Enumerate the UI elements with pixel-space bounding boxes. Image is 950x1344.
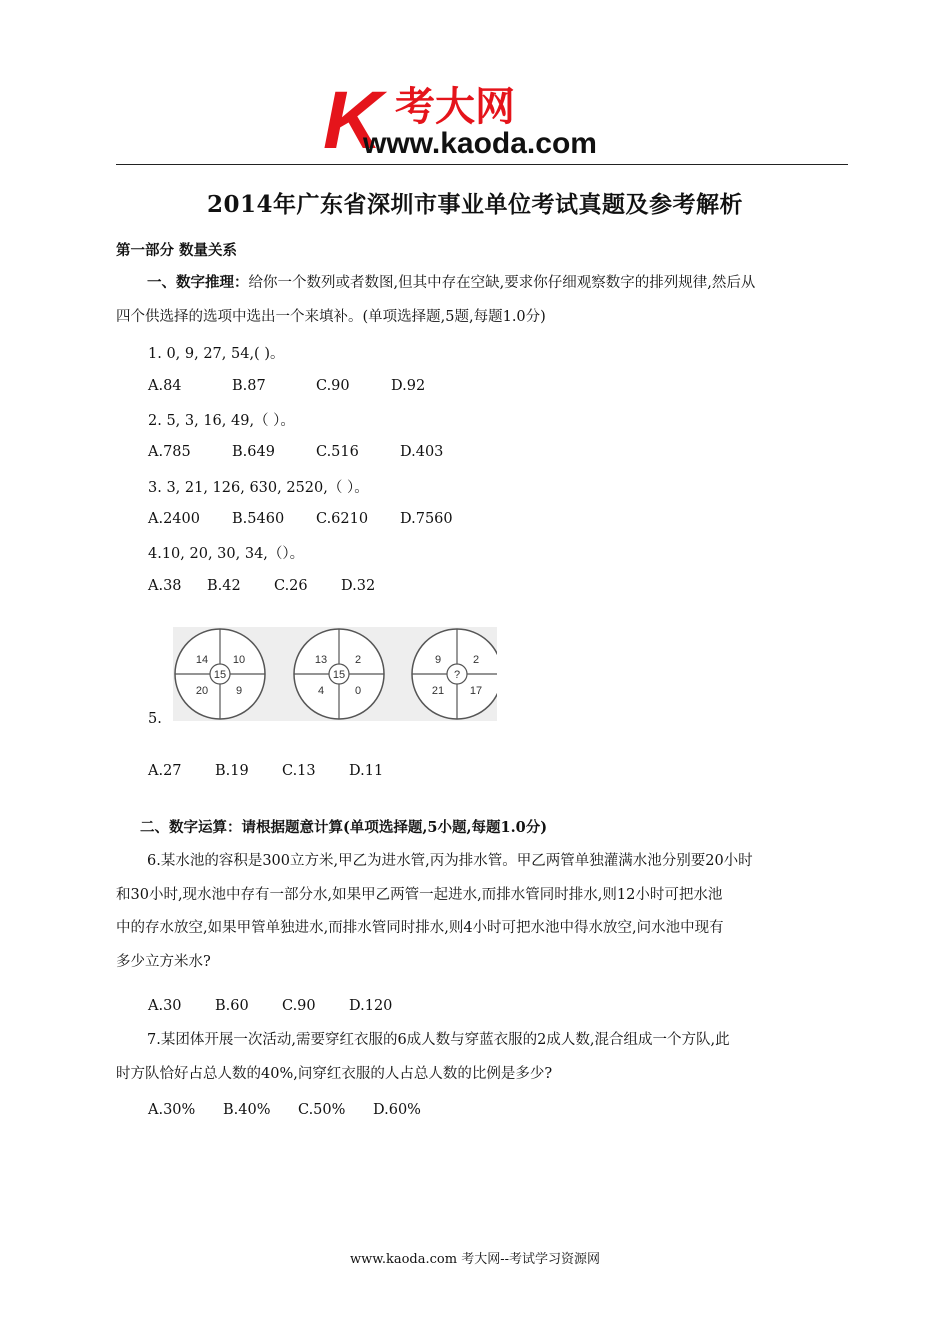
part-heading: 第一部分 数量关系 (116, 242, 238, 259)
question-3: 3. 3, 21, 126, 630, 2520,（ ）。 (148, 480, 369, 496)
header-divider (116, 164, 848, 165)
circle-2-top-left: 13 (314, 654, 328, 666)
option: A.30% (148, 1102, 196, 1118)
option: B.5460 (232, 511, 285, 527)
circle-3-center: ? (453, 669, 461, 681)
question-3-options (148, 511, 453, 527)
question-7-line: 时方队恰好占总人数的40%,问穿红衣服的人占总人数的比例是多少? (116, 1065, 553, 1082)
section1-text-2: 四个供选择的选项中选出一个来填补。(单项选择题,5题,每题1.0分) (116, 308, 546, 325)
question-2: 2. 5, 3, 16, 49,（ ）。 (148, 413, 295, 429)
question-6-line: 中的存水放空,如果甲管单独进水,而排水管同时排水,则4小时可把水池中得水放空,问水池中现有 (116, 920, 724, 936)
circle-1-top-left: 14 (195, 654, 209, 666)
option: C.26 (274, 578, 308, 594)
question-6-options (148, 998, 392, 1014)
logo-url: www.kaoda.com (363, 127, 597, 158)
option: D.60% (373, 1102, 421, 1118)
number-circles-figure (173, 627, 497, 721)
option: B.87 (232, 378, 266, 394)
question-5-options (148, 763, 383, 779)
section1-text-1: 给你一个数列或者数图,但其中存在空缺,要求你仔细观察数字的排列规律,然后从 (248, 275, 756, 291)
circle-3-bottom-right: 17 (469, 685, 483, 697)
logo-chinese: 考大网 (395, 84, 515, 130)
option: D.92 (391, 378, 426, 394)
circle-2-bottom-right: 0 (354, 685, 362, 697)
circle-2-top-right: 2 (354, 654, 362, 666)
question-4-options (148, 578, 375, 594)
option: D.403 (400, 444, 444, 460)
logo-letter: K (323, 80, 383, 158)
option: A.30 (148, 998, 182, 1014)
circle-2-center: 15 (332, 669, 346, 681)
question-6-line: 多少立方米水? (116, 953, 211, 970)
option: B.19 (215, 763, 249, 779)
question-6-line: 6.某水池的容积是300立方米,甲乙为进水管,丙为排水管。甲乙两管单独灌满水池分别要20小时 (147, 853, 753, 869)
circle-3 (412, 629, 497, 719)
option: C.90 (316, 378, 350, 394)
question-7-line: 7.某团体开展一次活动,需要穿红衣服的6成人数与穿蓝衣服的2成人数,混合组成一个方队,此 (147, 1032, 730, 1048)
option: B.40% (223, 1102, 271, 1118)
page-footer: www.kaoda.com 考大网--考试学习资源网 (350, 1252, 600, 1267)
option: C.13 (282, 763, 316, 779)
option: C.6210 (316, 511, 369, 527)
option: A.38 (148, 578, 182, 594)
option: C.50% (298, 1102, 346, 1118)
question-1-options (148, 378, 425, 394)
option: D.32 (341, 578, 376, 594)
section2-heading: 二、数字运算：请根据题意计算(单项选择题,5小题,每题1.0分) (140, 819, 548, 836)
circle-1-bottom-left: 20 (195, 685, 209, 697)
option: A.27 (148, 763, 182, 779)
section1-heading: 一、数字推理： (147, 274, 249, 291)
question-1: 1. 0, 9, 27, 54,( )。 (148, 346, 285, 362)
section1-intro (116, 266, 848, 334)
circle-1-top-right: 10 (232, 654, 246, 666)
question-5: 5. (148, 711, 162, 727)
option: D.11 (349, 763, 384, 779)
circle-1-bottom-right: 9 (235, 685, 243, 697)
question-4: 4.10, 20, 30, 34,（）。 (148, 546, 305, 562)
option: B.42 (207, 578, 241, 594)
option: A.785 (148, 444, 191, 460)
option: A.84 (148, 378, 182, 394)
question-7-options (148, 1102, 421, 1118)
page-title: 2014年广东省深圳市事业单位考试真题及参考解析 (206, 191, 743, 218)
circle-2-bottom-left: 4 (317, 685, 325, 697)
circle-1-center: 15 (213, 669, 227, 681)
circle-2 (294, 629, 384, 719)
option: B.60 (215, 998, 249, 1014)
kaoda-logo (323, 80, 653, 158)
option: D.120 (349, 998, 393, 1014)
circle-1 (175, 629, 265, 719)
circle-3-top-left: 9 (434, 654, 442, 666)
option: B.649 (232, 444, 275, 460)
circle-3-bottom-left: 21 (431, 685, 445, 697)
question-2-options (148, 444, 443, 460)
option: A.2400 (148, 511, 200, 527)
question-6-line: 和30小时,现水池中存有一部分水,如果甲乙两管一起进水,而排水管同时排水,则12小时可把水池 (116, 886, 723, 903)
option: D.7560 (400, 511, 453, 527)
question-7 (116, 1024, 848, 1091)
circle-3-top-right: 2 (472, 654, 480, 666)
option: C.90 (282, 998, 316, 1014)
option: C.516 (316, 444, 359, 460)
question-6 (116, 845, 848, 979)
